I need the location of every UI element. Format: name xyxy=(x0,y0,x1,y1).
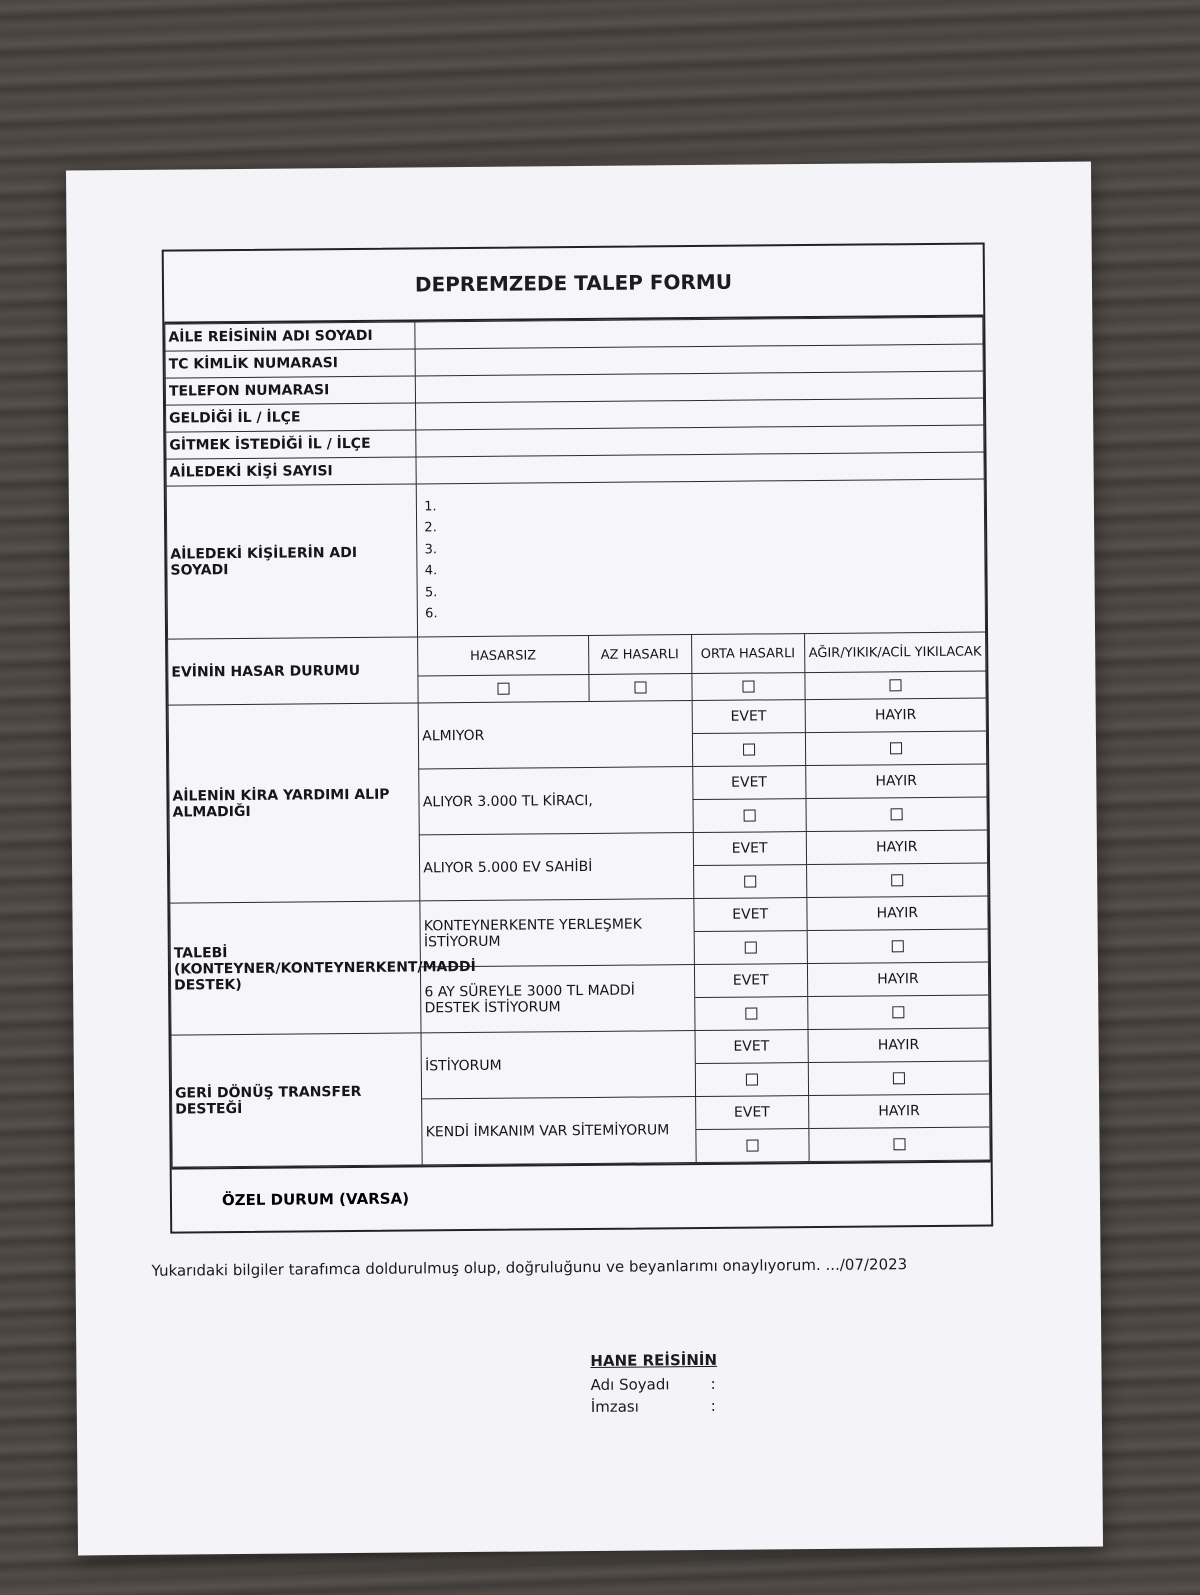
rent-none-no-cell xyxy=(805,698,987,766)
member-3[interactable]: 3. xyxy=(424,541,438,557)
household-count-label: AİLEDEKİ KİŞİ SAYISI xyxy=(166,457,417,486)
member-1[interactable]: 1. xyxy=(424,498,437,514)
from-city-label: GELDİĞİ İL / İLÇE xyxy=(166,403,417,432)
request-option-container: KONTEYNERKENTE YERLEŞMEK İSTİYORUM xyxy=(420,899,694,967)
transfer-option-own: KENDİ İMKANIM VAR SİTEMİYORUM xyxy=(422,1097,696,1165)
signature-title: HANE REİSİNİN xyxy=(590,1350,718,1370)
rent-none-yes-checkbox[interactable] xyxy=(743,744,755,756)
no-label: HAYIR xyxy=(877,1037,920,1054)
special-row[interactable] xyxy=(172,1160,992,1231)
no-label: HAYIR xyxy=(875,773,918,790)
yes-label: EVET xyxy=(732,906,769,923)
rent-label: AİLENİN KİRA YARDIMI ALIP ALMADIĞI xyxy=(168,703,420,903)
damage-severe-cell xyxy=(805,671,986,700)
rent-none-yes-cell xyxy=(692,700,806,767)
transfer-want-no-cell xyxy=(808,1028,990,1096)
damage-none-cell xyxy=(418,674,588,702)
request-label: TALEBİ (KONTEYNER/KONTEYNERKENT/MADDİ DESTEK) xyxy=(170,901,421,1035)
request-container-yes-checkbox[interactable] xyxy=(744,942,756,954)
transfer-option-want: İSTİYORUM xyxy=(421,1031,695,1099)
no-label: HAYIR xyxy=(878,1103,920,1120)
row-members xyxy=(166,479,985,639)
member-4[interactable]: 4. xyxy=(424,563,438,579)
damage-minor-checkbox[interactable] xyxy=(634,681,646,693)
declaration-text: Yukarıdaki bilgiler tarafımca doldurulmuş olup, doğruluğunu ve beyanlarımı onaylıyorum. .../07/2023 xyxy=(151,1255,908,1280)
signature-block xyxy=(590,1351,717,1418)
rent-none-no-checkbox[interactable] xyxy=(890,742,902,754)
rent-tenant-no-cell xyxy=(805,764,987,832)
member-6[interactable]: 6. xyxy=(425,606,438,622)
transfer-own-yes-cell xyxy=(695,1096,809,1163)
damage-moderate-cell xyxy=(692,673,805,701)
transfer-own-no-cell xyxy=(808,1094,990,1162)
yes-label: EVET xyxy=(732,972,769,989)
damage-label: EVİNİN HASAR DURUMU xyxy=(168,637,419,705)
phone-label: TELEFON NUMARASI xyxy=(165,376,416,405)
damage-option-minor: AZ HASARLI xyxy=(588,635,691,675)
form-title: DEPREMZEDE TALEP FORMU xyxy=(414,269,733,297)
transfer-want-yes-cell xyxy=(695,1030,809,1097)
row-rent-1 xyxy=(168,698,987,771)
request-financial-no-checkbox[interactable] xyxy=(892,1006,904,1018)
yes-label: EVET xyxy=(731,840,768,857)
no-label: HAYIR xyxy=(877,971,919,988)
rent-tenant-no-checkbox[interactable] xyxy=(890,808,902,820)
rent-owner-no-cell xyxy=(806,830,988,898)
form-table xyxy=(164,316,990,1167)
signature-name-line[interactable] xyxy=(590,1373,715,1396)
transfer-want-yes-checkbox[interactable] xyxy=(746,1073,758,1085)
special-label: ÖZEL DURUM (VARSA) xyxy=(221,1189,410,1210)
rent-option-tenant: ALIYOR 3.000 TL KİRACI, xyxy=(419,767,693,835)
signature-sign-line[interactable] xyxy=(591,1395,716,1418)
yes-label: EVET xyxy=(730,708,767,725)
signature-colon: : xyxy=(710,1396,716,1415)
rent-owner-no-checkbox[interactable] xyxy=(891,874,903,886)
damage-severe-checkbox[interactable] xyxy=(889,679,901,691)
request-financial-yes-checkbox[interactable] xyxy=(745,1008,757,1020)
rent-owner-yes-cell xyxy=(693,832,807,899)
damage-option-none: HASARSIZ xyxy=(418,635,589,675)
rent-option-owner: ALIYOR 5.000 EV SAHİBİ xyxy=(420,833,694,901)
no-label: HAYIR xyxy=(876,839,918,856)
row-transfer-1 xyxy=(171,1028,990,1101)
transfer-label: GERİ DÖNÜŞ TRANSFER DESTEĞİ xyxy=(171,1033,422,1167)
request-container-no-checkbox[interactable] xyxy=(892,940,904,952)
yes-label: EVET xyxy=(733,1104,770,1121)
signature-name-label: Adı Soyadı xyxy=(590,1375,670,1394)
transfer-want-no-checkbox[interactable] xyxy=(893,1072,905,1084)
damage-option-moderate: ORTA HASARLI xyxy=(691,634,804,674)
no-label: HAYIR xyxy=(876,905,919,922)
request-financial-no-cell xyxy=(807,962,989,1030)
request-container-no-cell xyxy=(807,896,989,964)
request-form xyxy=(162,242,994,1233)
members-field[interactable] xyxy=(417,479,986,637)
row-request-1 xyxy=(170,896,989,969)
member-5[interactable]: 5. xyxy=(424,584,438,600)
head-name-label: AİLE REİSİNİN ADI SOYADI xyxy=(165,322,416,351)
members-list xyxy=(420,491,982,625)
tc-no-label: TC KİMLİK NUMARASI xyxy=(165,349,416,378)
member-2[interactable]: 2. xyxy=(424,520,437,536)
to-city-label: GİTMEK İSTEDİĞİ İL / İLÇE xyxy=(166,430,417,459)
title-row xyxy=(164,245,984,324)
damage-minor-cell xyxy=(588,674,691,702)
no-label: HAYIR xyxy=(874,707,917,724)
yes-label: EVET xyxy=(731,774,768,791)
rent-tenant-yes-checkbox[interactable] xyxy=(743,810,755,822)
damage-none-checkbox[interactable] xyxy=(497,683,509,695)
request-container-yes-cell xyxy=(693,898,807,965)
form-paper xyxy=(66,162,1103,1556)
rent-option-none: ALMIYOR xyxy=(418,701,692,769)
request-financial-yes-cell xyxy=(694,964,808,1031)
damage-moderate-checkbox[interactable] xyxy=(742,681,754,693)
rent-tenant-yes-cell xyxy=(692,766,806,833)
transfer-own-no-checkbox[interactable] xyxy=(893,1138,905,1150)
damage-option-severe: AĞIR/YIKIK/ACİL YIKILACAK xyxy=(804,632,986,673)
signature-sign-label: İmzası xyxy=(590,1397,639,1416)
transfer-own-yes-checkbox[interactable] xyxy=(746,1139,758,1151)
members-label: AİLEDEKİ KİŞİLERİN ADI SOYADI xyxy=(166,484,418,639)
signature-colon: : xyxy=(710,1374,716,1393)
request-option-financial: 6 AY SÜREYLE 3000 TL MADDİ DESTEK İSTİYORUM xyxy=(421,965,695,1033)
rent-owner-yes-checkbox[interactable] xyxy=(744,876,756,888)
yes-label: EVET xyxy=(733,1038,770,1055)
